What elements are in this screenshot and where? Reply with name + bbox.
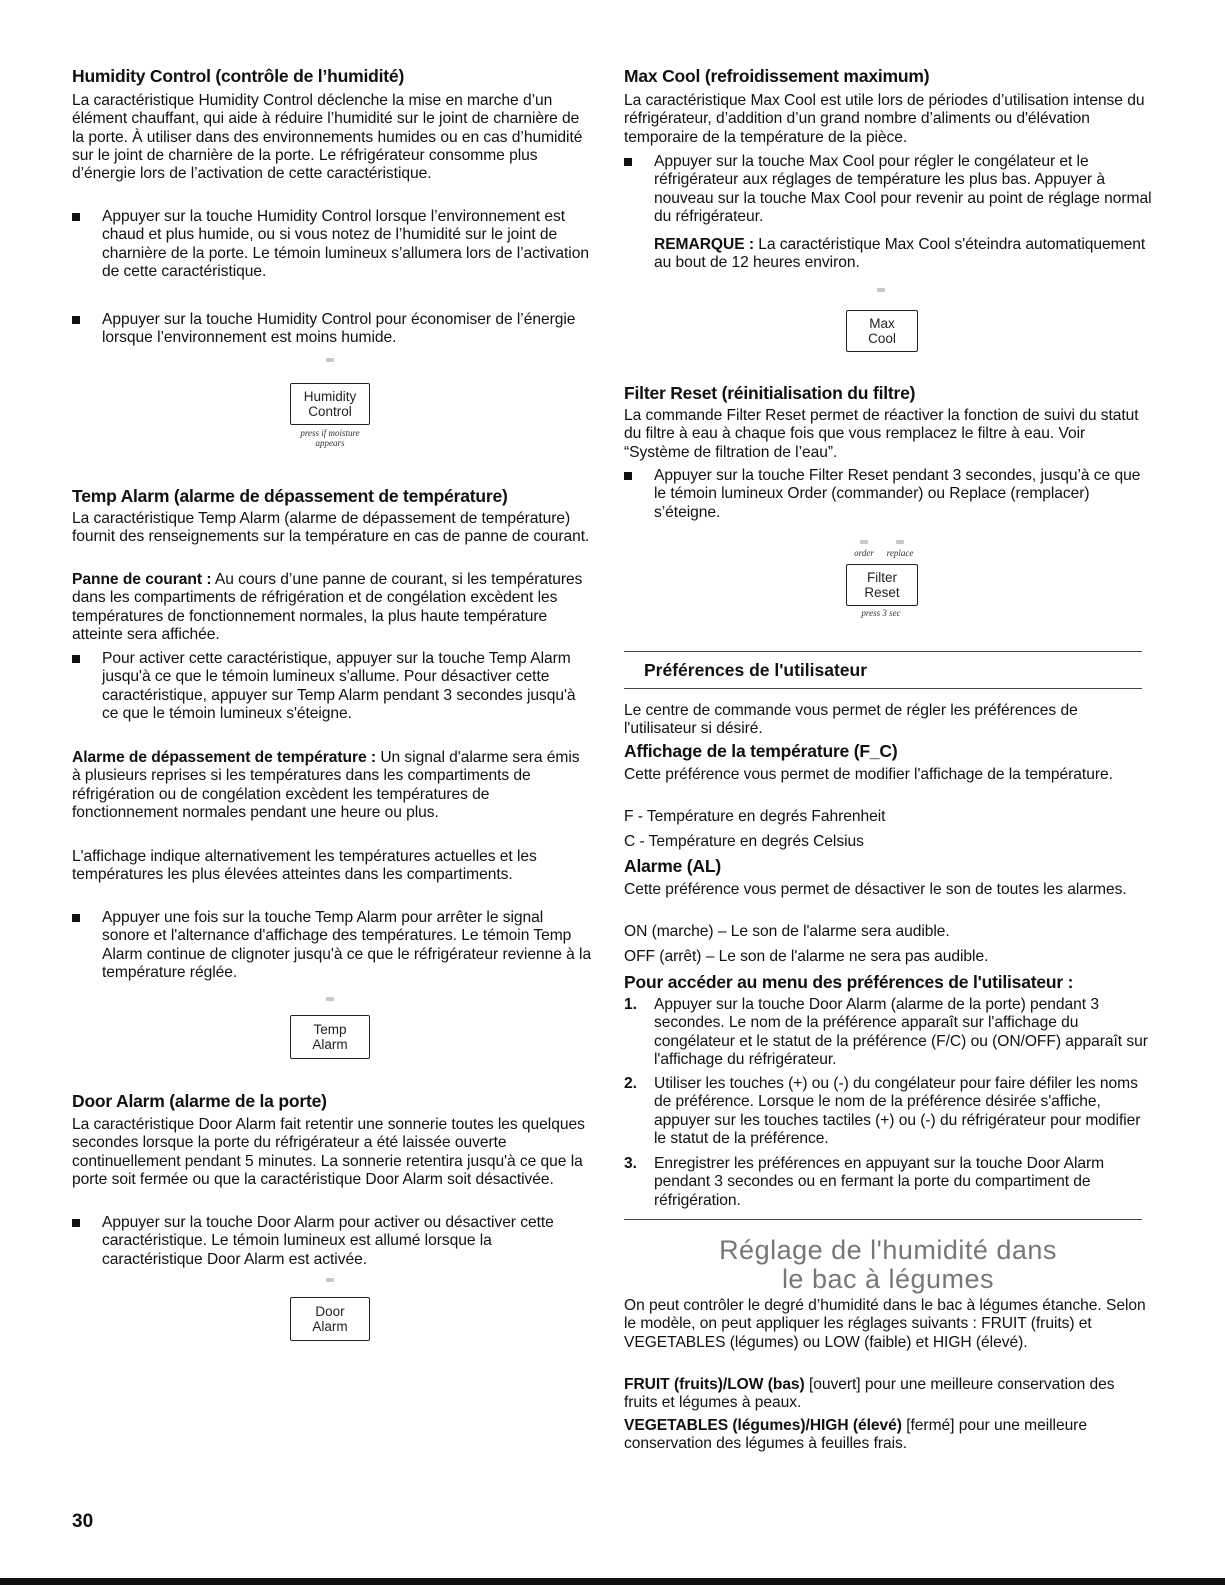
temp-alarm-button[interactable]: Temp Alarm: [290, 1015, 370, 1059]
vegetables-setting-para: VEGETABLES (légumes)/HIGH (élevé) [fermé] pour une meilleure conservation des légumes à feuilles frais.: [624, 1417, 1087, 1453]
humidity-button-caption: press if moisture appears: [300, 428, 360, 448]
humidity-control-para: La caractéristique Humidity Control déclenche la mise en marche d’un élément chauffant, qui aide à réduire l’humidité sur le joint de charnière de la porte. À utiliser dans des environnements humides ou en cas d’humidité sur le joint de charnière de la porte. Le réfrigérateur consomme plus d’énergie lors de l’activation de cette caractéristique.: [72, 92, 583, 183]
humidity-indicator-led: [326, 358, 334, 362]
order-label: order: [854, 548, 874, 558]
preferences-bottom-rule: [624, 688, 1142, 689]
step-1: 1. Appuyer sur la touche Door Alarm (alarme de la porte) pendant 3 secondes. Le nom de la préférence apparaît sur l'affichage du congélateur et le statut de la préférence (F/C) ou (ON/OFF) apparaît sur l'affichage du réfrigérateur.: [624, 996, 1148, 1068]
filter-reset-bullet-1: Appuyer sur la touche Filter Reset pendant 3 secondes, jusqu’à ce que le témoin lumineux Order (commander) ou Replace (remplacer) s’éteigne.: [624, 467, 1152, 522]
temp-alarm-indicator-led: [326, 997, 334, 1001]
temp-alarm-warning-para: Alarme de dépassement de température : Un signal d'alarme sera émis à plusieurs reprises si les températures dans les compartiments de réfrigération ou de congélation excèdent les températures de fonctionnement normales pendant une heure ou plus.: [72, 749, 580, 821]
filter-reset-para: La commande Filter Reset permet de réactiver la fonction de suivi du statut du filtre à eau à chaque fois que vous remplacez le filtre à eau. Voir “Système de filtration de l’eau”.: [624, 407, 1139, 461]
crisper-humidity-title-line2: le bac à légumes: [781, 1264, 995, 1294]
max-cool-button[interactable]: Max Cool: [846, 310, 918, 352]
humidity-control-heading: Humidity Control (contrôle de l’humidité): [72, 66, 405, 86]
celsius-line: C - Température en degrés Celsius: [624, 833, 864, 850]
replace-indicator-led: [896, 540, 904, 544]
door-alarm-para: La caractéristique Door Alarm fait retentir une sonnerie toutes les quelques secondes lorsque la porte du réfrigérateur a été laissée ouverte continuellement pendant 5 minutes. La sonnerie retentira jusqu'à ce que la porte soit fermée ou que la caractéristique Door Alarm soit désactivée.: [72, 1116, 585, 1188]
humidity-bullet-1: Appuyer sur la touche Humidity Control lorsque l’environnement est chaud et plus humide, ou si vous notez de l’humidité sur le joint de charnière de la porte. Le témoin lumineux s’allumera lors de l’activation de cette caractéristique.: [72, 208, 592, 281]
max-cool-indicator-led: [877, 288, 885, 292]
temp-alarm-para: La caractéristique Temp Alarm (alarme de dépassement de température) fournit des renseignements sur la température en cas de panne de courant.: [72, 510, 590, 546]
alarm-heading: Alarme (AL): [624, 856, 721, 876]
crisper-humidity-title-line1: Réglage de l'humidité dans: [719, 1235, 1057, 1265]
door-alarm-bullet-1: Appuyer sur la touche Door Alarm pour activer ou désactiver cette caractéristique. Le témoin lumineux est allumé lorsque la caractéristique Door Alarm est activée.: [72, 1214, 592, 1269]
temp-alarm-bullet-2: Appuyer une fois sur la touche Temp Alarm pour arrêter le signal sonore et l'alternance d'affichage des températures. Le témoin Temp Alarm continue de clignoter jusqu'à ce que le réfrigérateur revienne à la température réglée.: [72, 909, 592, 982]
temp-alarm-bullet-1: Pour activer cette caractéristique, appuyer sur la touche Temp Alarm jusqu'à ce que le témoin lumineux s'allume. Pour désactiver cette caractéristique, appuyer sur Temp Alarm pendant 3 secondes jusqu'à ce que le témoin lumineux s'éteigne.: [72, 650, 592, 723]
preferences-top-rule: [624, 651, 1142, 652]
door-alarm-button[interactable]: Door Alarm: [290, 1297, 370, 1341]
humidity-control-button[interactable]: Humidity Control: [290, 383, 370, 425]
max-cool-note: REMARQUE : La caractéristique Max Cool s'éteindra automatiquement au bout de 12 heures environ.: [654, 236, 1146, 272]
temp-alarm-display-para: L'affichage indique alternativement les températures actuelles et les températures les plus élevées atteintes dans les compartiments.: [72, 848, 537, 884]
preferences-para: Le centre de commande vous permet de régler les préférences de l'utilisateur si désiré.: [624, 702, 1078, 738]
alarm-off-line: OFF (arrêt) – Le son de l'alarme ne sera pas audible.: [624, 948, 989, 965]
max-cool-bullet-1: Appuyer sur la touche Max Cool pour régler le congélateur et le réfrigérateur aux réglages de température les plus bas. Appuyer à nouveau sur la touche Max Cool pour revenir au point de réglage normal du réfrigérateur.: [624, 153, 1152, 226]
filter-reset-button[interactable]: Filter Reset: [846, 564, 918, 606]
order-indicator-led: [860, 540, 868, 544]
filter-reset-heading: Filter Reset (réinitialisation du filtre): [624, 383, 916, 403]
temp-display-para: Cette préférence vous permet de modifier l'affichage de la température.: [624, 766, 1113, 783]
section-rule: [624, 1219, 1142, 1220]
fahrenheit-line: F - Température en degrés Fahrenheit: [624, 808, 886, 825]
humidity-bullet-2: Appuyer sur la touche Humidity Control pour économiser de l’énergie lorsque l’environnement est moins humide.: [72, 311, 592, 348]
crisper-para: On peut contrôler le degré d’humidité dans le bac à légumes étanche. Selon le modèle, on peut appliquer les réglages suivants : FRUIT (fruits) et VEGETABLES (légumes) ou LOW (faible) et HIGH (élevé).: [624, 1297, 1146, 1351]
preferences-title: Préférences de l'utilisateur: [644, 660, 868, 680]
step-2: 2. Utiliser les touches (+) ou (-) du congélateur pour faire défiler les noms de préférence. Lorsque le nom de la préférence désirée s'affiche, appuyer sur les touches tactiles (+) ou (-) du réfrigérateur pour modifier le statut de la préférence.: [624, 1075, 1141, 1147]
door-alarm-heading: Door Alarm (alarme de la porte): [72, 1091, 327, 1111]
temp-alarm-heading: Temp Alarm (alarme de dépassement de température): [72, 486, 508, 506]
alarm-para: Cette préférence vous permet de désactiver le son de toutes les alarmes.: [624, 881, 1127, 898]
filter-button-caption: press 3 sec: [861, 608, 901, 618]
max-cool-heading: Max Cool (refroidissement maximum): [624, 66, 930, 86]
door-alarm-indicator-led: [326, 1278, 334, 1282]
step-3: 3. Enregistrer les préférences en appuyant sur la touche Door Alarm pendant 3 secondes ou en fermant la porte du compartiment de réfrigération.: [624, 1155, 1105, 1209]
temp-display-heading: Affichage de la température (F_C): [624, 741, 898, 761]
power-failure-para: Panne de courant : Au cours d’une panne de courant, si les températures dans les compartiments de réfrigération et de congélation excèdent les températures de fonctionnement normales, la plus haute température atteinte sera affichée.: [72, 571, 583, 643]
alarm-on-line: ON (marche) – Le son de l'alarme sera audible.: [624, 923, 950, 940]
menu-access-heading: Pour accéder au menu des préférences de l'utilisateur :: [624, 972, 1074, 992]
replace-label: replace: [886, 548, 914, 558]
bottom-edge-bar: [0, 1578, 1225, 1585]
page-number: 30: [72, 1511, 94, 1532]
max-cool-para: La caractéristique Max Cool est utile lors de périodes d’utilisation intense du réfrigérateur, d’addition d’un grand nombre d’aliments ou d'élévation temporaire de la température de la pièce.: [624, 92, 1145, 146]
fruit-setting-para: FRUIT (fruits)/LOW (bas) [ouvert] pour une meilleure conservation des fruits et légumes à peaux.: [624, 1376, 1115, 1412]
